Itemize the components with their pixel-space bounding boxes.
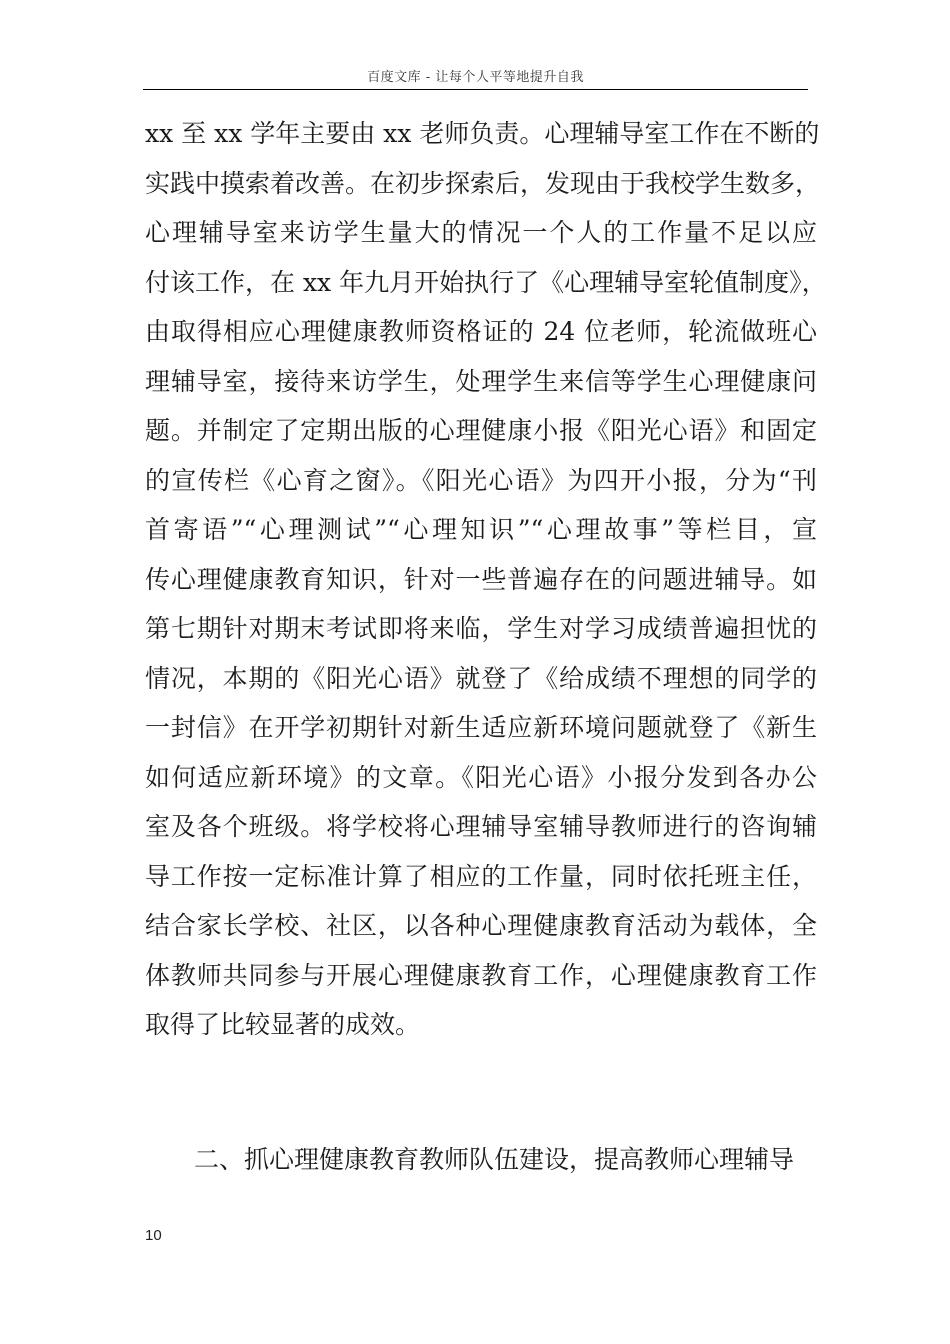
body-line-11: 第七期针对期末考试即将来临，学生对学习成绩普遍担忧的	[145, 614, 817, 643]
body-line-18: 体教师共同参与开展心理健康教育工作，心理健康教育工作	[145, 960, 817, 990]
page-header: 百度文库 - 让每个人平等地提升自我	[367, 70, 584, 85]
body-line-12: 情况，本期的《阳光心语》就登了《给成绩不理想的同学的	[145, 663, 817, 693]
body-line-4: 付该工作，在 xx 年九月开始执行了《心理辅导室轮值制度》，	[145, 267, 827, 297]
body-line-19: 取得了比较显著的成效。	[145, 1010, 421, 1039]
body-line-15: 室及各个班级。将学校将心理辅导室辅导教师进行的咨询辅	[145, 812, 817, 841]
body-line-2: 实践中摸索着改善。在初步探索后，发现由于我校学生数多，	[145, 168, 821, 198]
body-line-17: 结合家长学校、社区，以各种心理健康教育活动为载体，全	[145, 911, 817, 940]
body-line-5: 由取得相应心理健康教师资格证的 24 位老师，轮流做班心	[145, 317, 817, 346]
body-line-10: 传心理健康教育知识，针对一些普遍存在的问题进辅导。如	[145, 564, 817, 594]
body-line-14: 如何适应新环境》的文章。《阳光心语》小报分发到各办公	[145, 762, 817, 792]
body-line-3: 心理辅导室来访学生量大的情况一个人的工作量不足以应	[145, 218, 817, 247]
header-divider	[143, 89, 808, 90]
body-line-16: 导工作按一定标准计算了相应的工作量，同时依托班主任，	[145, 861, 817, 891]
body-line-7: 题。并制定了定期出版的心理健康小报《阳光心语》和固定	[145, 416, 817, 445]
section-heading: 二、抓心理健康教育教师队伍建设，提高教师心理辅导	[194, 1145, 795, 1174]
body-line-6: 理辅导室，接待来访学生，处理学生来信等学生心理健康问	[145, 366, 817, 396]
body-line-1: xx 至 xx 学年主要由 xx 老师负责。心理辅导室工作在不断的	[145, 119, 820, 148]
page-number: 10	[145, 1227, 162, 1244]
body-line-8: 的宣传栏《心育之窗》。《阳光心语》为四开小报，分为“刊	[145, 465, 817, 495]
body-line-9: 首寄语”“心理测试”“心理知识”“心理故事”等栏目，宣	[145, 515, 817, 544]
body-paragraph	[145, 114, 825, 1055]
body-line-13: 一封信》在开学初期针对新生适应新环境问题就登了《新生	[145, 713, 817, 742]
